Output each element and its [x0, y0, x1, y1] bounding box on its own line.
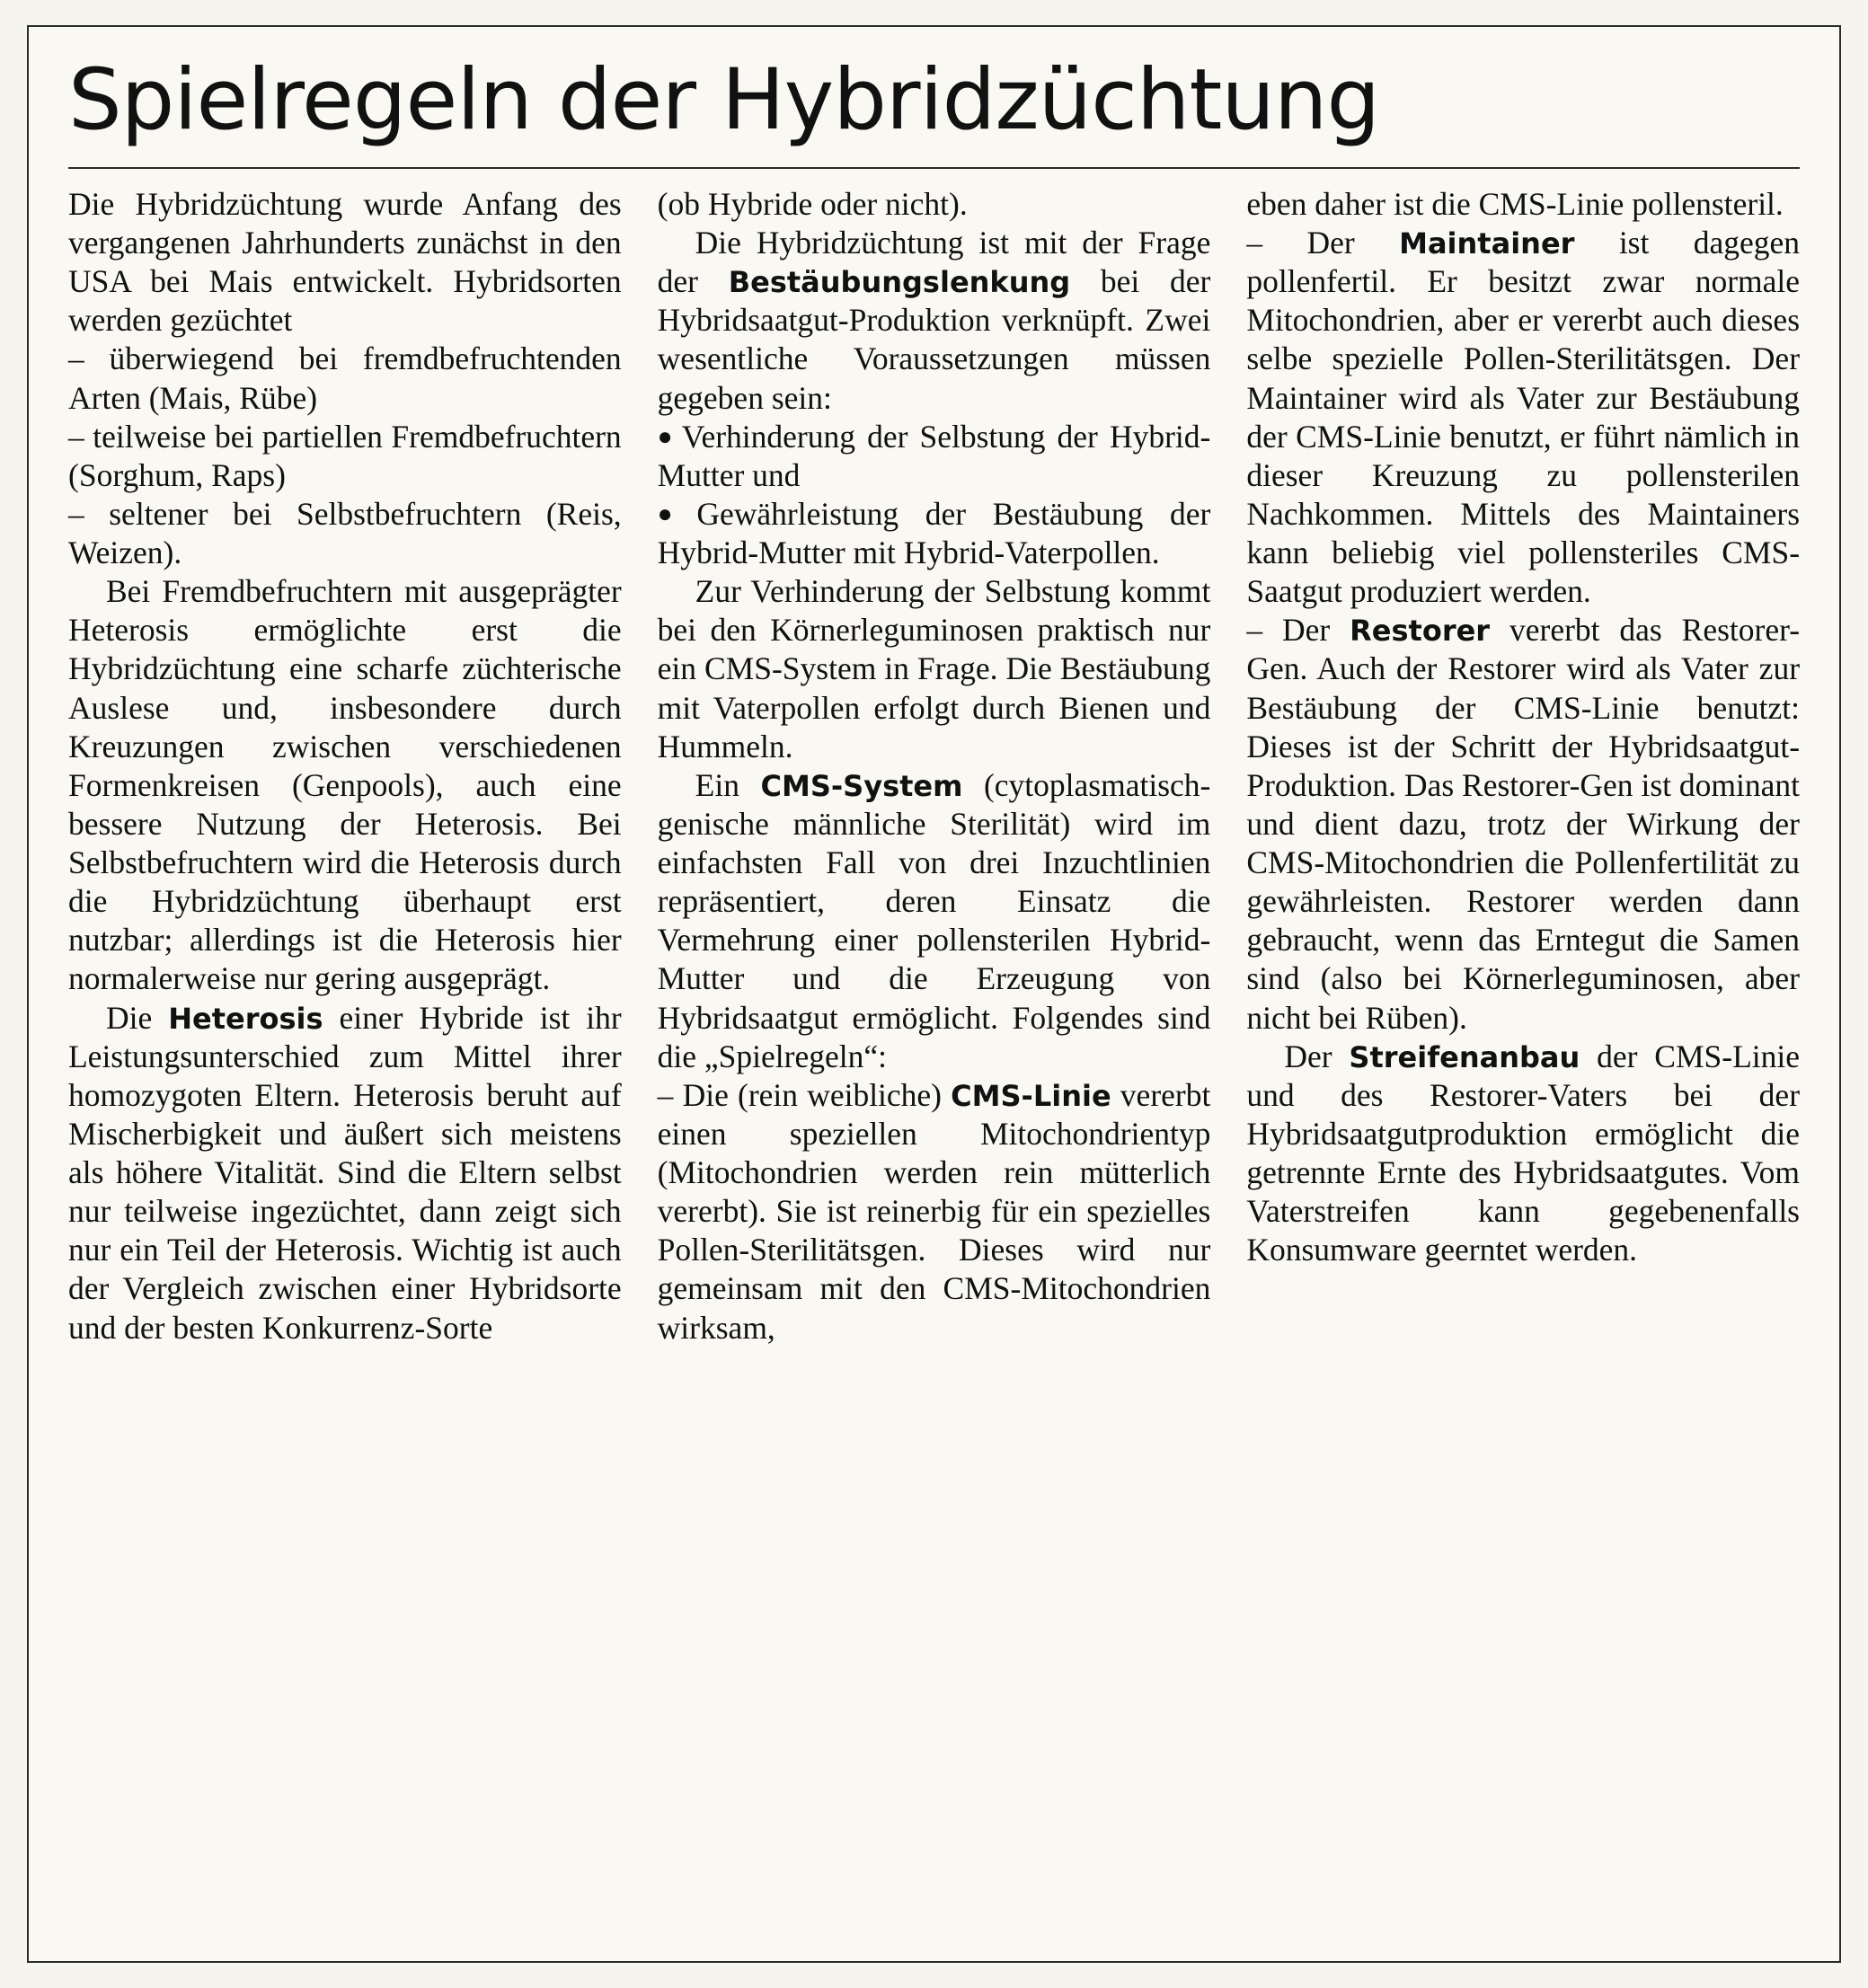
paragraph	[1246, 1038, 1800, 1270]
body-text: Die	[106, 999, 169, 1036]
body-text: Bei Fremdbefruchtern mit ausgeprägter Heterosis ermöglichte erst die Hybridzüchtung eine scharfe züchterische Auslese und, insbesondere durch Kreuzungen zwischen verschiedenen Formenkreisen (Genpools), auch eine bessere Nutzung der Heterosis. Bei Selbstbefruchtern wird die Heterosis durch die Hybridzüchtung überhaupt erst nutzbar; allerdings ist die Heterosis hier normalerweise nur gering ausgeprägt.	[68, 573, 622, 997]
text-column-1	[68, 185, 622, 1347]
paragraph	[658, 418, 1211, 495]
emphasis-term: CMS-Linie	[951, 1078, 1111, 1113]
paragraph	[68, 572, 622, 998]
body-text: Die Hybridzüchtung wurde Anfang des vergangenen Jahrhunderts zunächst in den USA bei Mais entwickelt. Hybridsorten werden gezüchtet	[68, 185, 622, 339]
body-text: – überwiegend bei fremdbefruchtenden Arten (Mais, Rübe)	[68, 340, 622, 416]
article-sheet	[27, 25, 1841, 1963]
body-text: – Die (rein weibliche)	[657, 1076, 952, 1113]
body-text: Verhinderung der Selbstung der Hybrid-Mutter und	[657, 418, 1211, 493]
body-text: vererbt das Restorer-Gen. Auch der Restorer wird als Vater zur Bestäubung der CMS-Linie benutzt: Dieses ist der Schritt der Hybridsaatgut-Produktion. Das Restorer-Gen ist dominant und dient dazu, trotz der Wirkung der CMS-Mitochondrien die Pollenfertilität zu gewährleisten. Restorer werden dann gebraucht, wenn das Erntegut die Samen sind (also bei Körnerleguminosen, aber nicht bei Rüben).	[1246, 612, 1801, 1036]
body-text: ist dagegen pollenfertil. Er besitzt zwar normale Mitochondrien, aber er vererbt auch dieses selbe spezielle Pollen-Sterilitätsgen. Der Maintainer wird als Vater zur Bestäubung der CMS-Linie benutzt, er führt nämlich in dieser Kreuzung zu pollensterilen Nachkommen. Mittels des Maintainers kann beliebig viel pollensteriles CMS-Saatgut produziert werden.	[1246, 225, 1801, 610]
emphasis-term: Streifenanbau	[1349, 1039, 1580, 1074]
body-text: – Der	[1246, 612, 1350, 649]
article-columns	[68, 185, 1800, 1347]
body-text: (ob Hybride oder nicht).	[657, 185, 968, 222]
paragraph	[1246, 611, 1800, 1037]
paragraph	[658, 224, 1211, 418]
page-title: Spielregeln der Hybridzüchtung	[68, 51, 1380, 149]
body-text: Die Hybridzüchtung ist mit der Frage der	[657, 225, 1211, 300]
body-text: der CMS-Linie und des Restorer-Vaters bei der Hybridsaatgutproduktion ermöglicht die getrennte Ernte des Hybridsaatgutes. Vom Vaterstreifen kann gegebenenfalls Konsumware geerntet werden.	[1246, 1038, 1801, 1268]
paragraph	[68, 999, 622, 1347]
paragraph	[68, 495, 622, 572]
body-text: einer Hybride ist ihr Leistungsunterschied zum Mittel ihrer homozygoten Eltern. Heterosis beruht auf Mischerbigkeit und äußert sich meistens als höhere Vitalität. Sind die Eltern selbst nur teilweise ingezüchtet, dann zeigt sich nur ein Teil der Heterosis. Wichtig ist auch der Vergleich zwischen einer Hybridsorte und der besten Konkurrenz-Sorte	[68, 999, 622, 1346]
body-text: – seltener bei Selbstbefruchtern (Reis, Weizen).	[68, 495, 622, 570]
text-column-3	[1246, 185, 1800, 1270]
emphasis-term: Heterosis	[168, 1001, 323, 1036]
body-text: Der	[1284, 1038, 1350, 1074]
body-text: Zur Verhinderung der Selbstung kommt bei den Körnerleguminosen praktisch nur ein CMS-System in Frage. Die Bestäubung mit Vaterpollen erfolgt durch Bienen und Hummeln.	[657, 573, 1211, 764]
emphasis-term: CMS-System	[760, 768, 963, 803]
body-text: – teilweise bei partiellen Fremdbefruchtern (Sorghum, Raps)	[68, 418, 622, 493]
paragraph	[1246, 185, 1800, 224]
body-text: Gewährleistung der Bestäubung der Hybrid-Mutter mit Hybrid-Vaterpollen.	[657, 495, 1211, 570]
emphasis-term: Restorer	[1350, 614, 1491, 649]
emphasis-term: Bestäubungslenkung	[728, 265, 1071, 300]
body-text: bei der Hybridsaatgut-Produktion verknüpft. Zwei wesentliche Voraussetzungen müssen gegeben sein:	[657, 263, 1211, 416]
body-text: eben daher ist die CMS-Linie pollensteril.	[1246, 185, 1784, 222]
paragraph	[658, 1076, 1211, 1347]
paragraph	[658, 495, 1211, 572]
bullet-icon: ●	[657, 499, 692, 528]
body-text: Ein	[695, 766, 761, 803]
paragraph	[658, 766, 1211, 1076]
paragraph	[68, 185, 622, 340]
paragraph	[658, 185, 1211, 224]
paragraph	[658, 572, 1211, 766]
bullet-icon: ●	[657, 422, 677, 451]
headline-divider	[68, 167, 1800, 169]
body-text: vererbt einen speziellen Mitochondrientyp (Mitochondrien werden rein mütterlich vererbt). Sie ist reinerbig für ein spezielles Pollen-Sterilitätsgen. Dieses wird nur gemeinsam mit den CMS-Mitochondrien wirksam,	[657, 1076, 1211, 1346]
body-text: – Der	[1246, 225, 1400, 261]
paragraph	[68, 340, 622, 417]
paragraph	[1246, 224, 1800, 611]
body-text: (cytoplasmatisch-genische männliche Sterilität) wird im einfachsten Fall von drei Inzuchtlinien repräsentiert, deren Einsatz die Vermehrung einer pollensterilen Hybrid-Mutter und die Erzeugung von Hybridsaatgut ermöglicht. Folgendes sind die „Spielregeln“:	[657, 766, 1211, 1074]
paragraph	[68, 418, 622, 495]
emphasis-term: Maintainer	[1399, 226, 1575, 261]
text-column-2	[658, 185, 1211, 1347]
